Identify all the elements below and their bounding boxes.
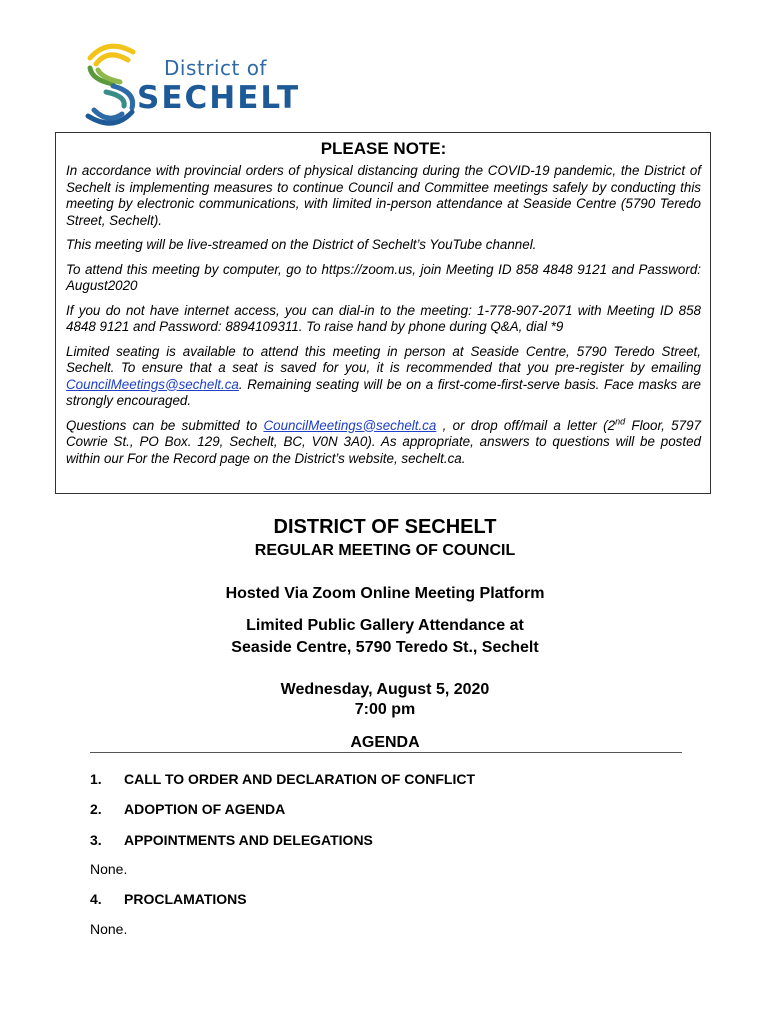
- agenda-item-label: APPOINTMENTS AND DELEGATIONS: [124, 832, 373, 848]
- notice-paragraph-seating: [66, 344, 701, 410]
- notice-paragraph-dial-in: If you do not have internet access, you can dial-in to the meeting: 1-778-907-2071 with Meeting ID 858 4848 9121 and Password: 8894109311. To raise hand by phone during Q&A, dial *9: [66, 302, 701, 334]
- council-email-link[interactable]: CouncilMeetings@sechelt.ca: [66, 376, 239, 392]
- meeting-type: REGULAR MEETING OF COUNCIL: [254, 542, 516, 559]
- gallery-line-1: Limited Public Gallery Attendance at: [246, 617, 524, 634]
- questions-email-link[interactable]: CouncilMeetings@sechelt.ca: [263, 417, 437, 433]
- agenda-item-number: 2.: [90, 801, 102, 817]
- agenda-item-number: 3.: [90, 832, 102, 848]
- ordinal-sup: nd: [615, 416, 626, 427]
- questions-text: Questions can be submitted to: [66, 417, 264, 433]
- agenda-item: [90, 832, 373, 848]
- notice-title: PLEASE NOTE:: [320, 139, 447, 158]
- notice-paragraph-zoom: To attend this meeting by computer, go to https://zoom.us, join Meeting ID 858 4848 9121 and Password: August2020: [66, 261, 701, 293]
- please-note-box: [55, 132, 711, 494]
- notice-paragraph-covid: In accordance with provincial orders of physical distancing during the COVID-19 pandemic, the District of Sechelt is implementing measures to continue Council and Committee meetings safely by conducting this meeting by electronic communications, with limited in-person attendance at Seaside Centre (5790 Teredo Street, Sechelt).: [66, 163, 701, 228]
- questions-text-mid: , or drop off/mail a letter (2: [436, 417, 616, 433]
- agenda-item-note: None.: [90, 921, 128, 937]
- questions-text-end: Floor, 5797 Cowrie St., PO Box. 129, Sechelt, BC, V0N 3A0). As appropriate, answers to questions will be posted within our For the Record page on the District’s website, sechelt.ca.: [66, 417, 701, 466]
- gallery-line-2: Seaside Centre, 5790 Teredo St., Sechelt: [231, 639, 539, 656]
- notice-paragraph-youtube: This meeting will be live-streamed on the District of Sechelt’s YouTube channel.: [66, 237, 537, 252]
- meeting-time: 7:00 pm: [354, 701, 416, 718]
- agenda-item-label: CALL TO ORDER AND DECLARATION OF CONFLICT: [124, 771, 476, 787]
- seating-text: Limited seating is available to attend this meeting in person at Seaside Centre, 5790 Teredo Street, Sechelt. To ensure that a seat is saved for you, it is recommended that you pre-register by emailing: [66, 343, 701, 375]
- seating-text-end: . Remaining seating will be on a first-come-first-serve basis. Face masks are strongly encouraged.: [66, 376, 701, 408]
- platform-line: Hosted Via Zoom Online Meeting Platform: [225, 585, 545, 602]
- agenda-item-number: 1.: [90, 771, 102, 787]
- agenda-heading: AGENDA: [350, 734, 420, 751]
- agenda-item-label: ADOPTION OF AGENDA: [124, 801, 286, 817]
- document-title: DISTRICT OF SECHELT: [273, 516, 497, 538]
- agenda-item-number: 4.: [90, 891, 102, 907]
- agenda-divider: [90, 752, 682, 753]
- notice-paragraph-questions: [66, 418, 701, 468]
- agenda-item: [90, 771, 475, 787]
- agenda-item-note: None.: [90, 861, 128, 877]
- agenda-item: [90, 891, 247, 907]
- agenda-item-label: PROCLAMATIONS: [124, 891, 247, 907]
- meeting-date: Wednesday, August 5, 2020: [280, 681, 490, 698]
- logo-district-of: District of: [164, 56, 267, 80]
- logo-sechelt: SECHELT: [137, 80, 301, 116]
- agenda-item: [90, 801, 285, 817]
